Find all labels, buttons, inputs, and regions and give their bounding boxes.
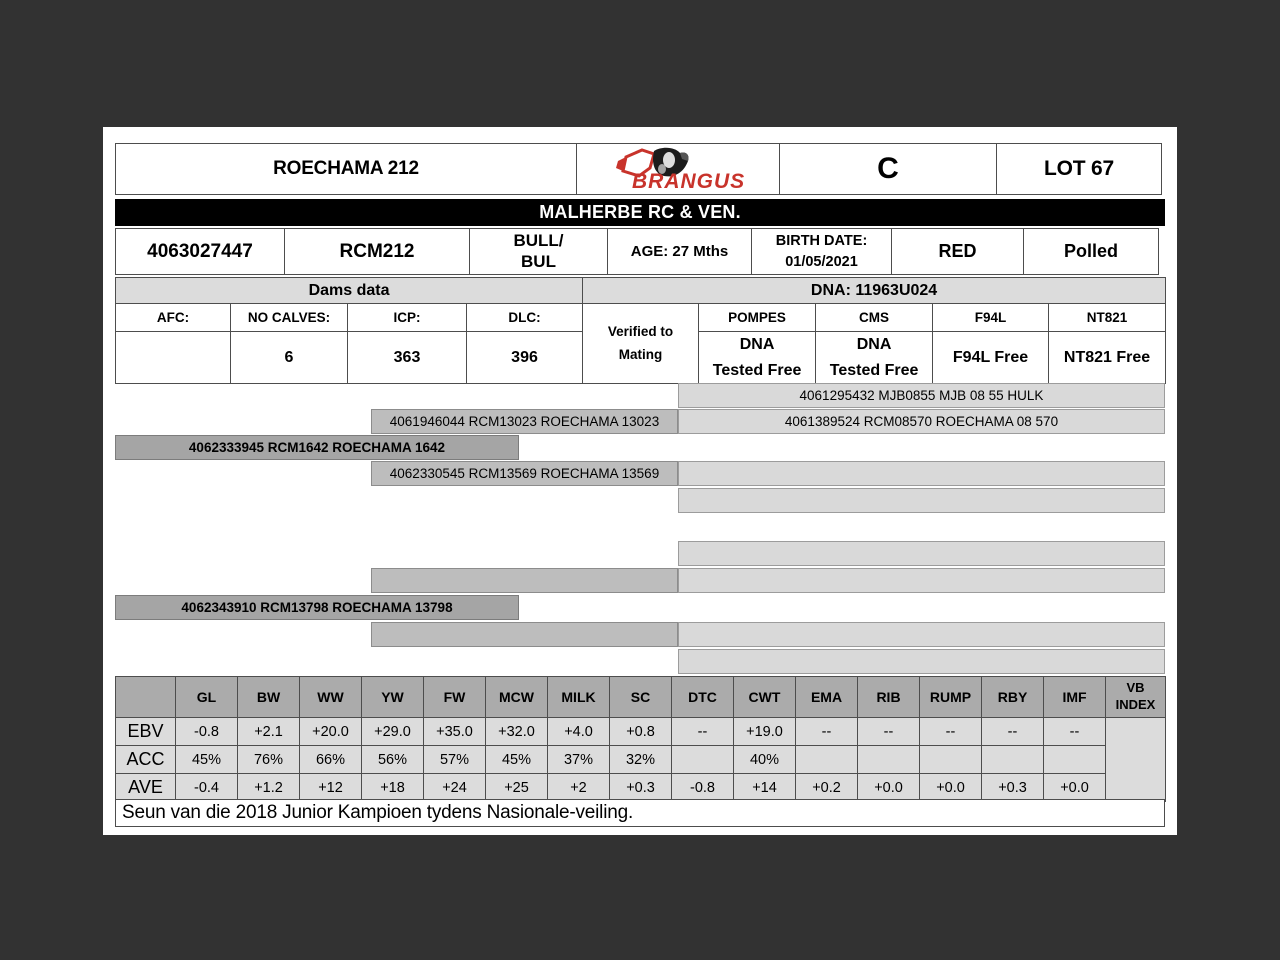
ebv-cell: -- [982, 718, 1044, 746]
acc-cell: 45% [486, 746, 548, 774]
ebv-col-imf: IMF [1044, 677, 1106, 718]
ave-cell: +0.2 [796, 774, 858, 802]
ebv-col-rby: RBY [982, 677, 1044, 718]
verified-to-mating-cell [583, 304, 699, 384]
card-header-row [115, 143, 1165, 195]
acc-cell: 45% [176, 746, 238, 774]
ave-cell: +14 [734, 774, 796, 802]
ebv-col-fw: FW [424, 677, 486, 718]
ebv-col-cwt: CWT [734, 677, 796, 718]
birth-date-value: 01/05/2021 [785, 253, 858, 270]
icp-label: ICP: [348, 304, 467, 332]
ave-cell: +12 [300, 774, 362, 802]
seller-banner: MALHERBE RC & VEN. [115, 199, 1165, 226]
dna-header: DNA: 11963U024 [583, 278, 1166, 304]
no-calves-value: 6 [231, 332, 348, 384]
verified-line2: Mating [618, 346, 663, 362]
ebv-cell: -- [796, 718, 858, 746]
ebv-col-ww: WW [300, 677, 362, 718]
dlc-value: 396 [467, 332, 583, 384]
cms-result-line1: DNA [856, 336, 892, 353]
ave-row-label: AVE [116, 774, 176, 802]
ave-cell: +0.3 [610, 774, 672, 802]
afc-label: AFC: [116, 304, 231, 332]
acc-cell: 40% [734, 746, 796, 774]
acc-cell: 76% [238, 746, 300, 774]
acc-cell [920, 746, 982, 774]
ebv-col-mcw: MCW [486, 677, 548, 718]
birth-date-label: BIRTH DATE: [775, 233, 868, 250]
ebv-corner-cell [116, 677, 176, 718]
ebv-col-sc: SC [610, 677, 672, 718]
ebv-col-bw: BW [238, 677, 300, 718]
sex-cell [469, 228, 608, 275]
acc-cell [672, 746, 734, 774]
test-nt821-label: NT821 [1049, 304, 1166, 332]
test-nt821-result [1049, 332, 1166, 384]
dams-data-header: Dams data [116, 278, 583, 304]
pompes-result-line2: Tested Free [712, 361, 802, 379]
ebv-row-label: EBV [116, 718, 176, 746]
afc-value [116, 332, 231, 384]
test-pompes-result [699, 332, 816, 384]
sex-line2: BUL [521, 251, 556, 271]
sale-card [103, 127, 1177, 835]
animal-name: ROECHAMA 212 [115, 143, 577, 195]
ebv-cell: +35.0 [424, 718, 486, 746]
brangus-logo-icon [592, 145, 764, 193]
acc-cell [1044, 746, 1106, 774]
ebv-cell: +29.0 [362, 718, 424, 746]
pedigree-sire-dam-sire [678, 461, 1165, 486]
pedigree-dam-dam-dam [678, 649, 1165, 674]
acc-cell [796, 746, 858, 774]
ebv-col-rib: RIB [858, 677, 920, 718]
acc-cell [858, 746, 920, 774]
ebv-col-gl: GL [176, 677, 238, 718]
test-f94l-label: F94L [933, 304, 1049, 332]
vb-index-value-cell [1106, 718, 1166, 802]
pedigree-sire-sire: 4061946044 RCM13023 ROECHAMA 13023 [371, 409, 678, 434]
acc-cell: 32% [610, 746, 672, 774]
ebv-cell: +20.0 [300, 718, 362, 746]
ebv-cell: -- [672, 718, 734, 746]
birth-date-cell [751, 228, 892, 275]
ebv-cell: +32.0 [486, 718, 548, 746]
grade-letter: C [779, 143, 997, 195]
test-f94l-result [933, 332, 1049, 384]
ebv-cell: -- [858, 718, 920, 746]
pedigree-dam: 4062343910 RCM13798 ROECHAMA 13798 [115, 595, 519, 620]
ave-cell: +1.2 [238, 774, 300, 802]
acc-cell: 57% [424, 746, 486, 774]
acc-row-label: ACC [116, 746, 176, 774]
ebv-cell: -0.8 [176, 718, 238, 746]
dams-dna-table [115, 277, 1166, 384]
lot-number: LOT 67 [996, 143, 1162, 195]
sex-line1: BULL/ [513, 231, 564, 251]
ave-cell: +0.0 [858, 774, 920, 802]
ebv-col-vb-index [1106, 677, 1166, 718]
ebv-cell: +19.0 [734, 718, 796, 746]
test-cms-label: CMS [816, 304, 933, 332]
cms-result-line2: Tested Free [829, 361, 919, 379]
ebv-cell: +2.1 [238, 718, 300, 746]
ebv-cell: -- [1044, 718, 1106, 746]
ave-cell: +25 [486, 774, 548, 802]
ebv-cell: -- [920, 718, 982, 746]
pedigree-sire-sire-sire: 4061295432 MJB0855 MJB 08 55 HULK [678, 383, 1165, 408]
ave-cell: -0.8 [672, 774, 734, 802]
animal-id: 4063027447 [115, 228, 285, 275]
acc-cell [982, 746, 1044, 774]
pompes-result-line1: DNA [739, 336, 775, 353]
pedigree-dam-sire-dam [678, 568, 1165, 593]
pedigree-sire: 4062333945 RCM1642 ROECHAMA 1642 [115, 435, 519, 460]
sale-note: Seun van die 2018 Junior Kampioen tydens Nasionale-veiling. [115, 799, 1165, 827]
pedigree-sire-sire-dam: 4061389524 RCM08570 ROECHAMA 08 570 [678, 409, 1165, 434]
test-cms-result [816, 332, 933, 384]
ebv-col-dtc: DTC [672, 677, 734, 718]
icp-value: 363 [348, 332, 467, 384]
ave-cell: +2 [548, 774, 610, 802]
pedigree-sire-dam: 4062330545 RCM13569 ROECHAMA 13569 [371, 461, 678, 486]
poll-status-cell: Polled [1023, 228, 1159, 275]
age-cell: AGE: 27 Mths [607, 228, 752, 275]
pedigree-sire-dam-dam [678, 488, 1165, 513]
breed-logo-cell [576, 143, 780, 195]
ave-cell: +0.0 [1044, 774, 1106, 802]
acc-cell: 66% [300, 746, 362, 774]
ebv-table [115, 676, 1166, 802]
ebv-col-rump: RUMP [920, 677, 982, 718]
pedigree-dam-sire-sire [678, 541, 1165, 566]
ave-cell: +24 [424, 774, 486, 802]
ebv-cell: +4.0 [548, 718, 610, 746]
ave-cell: -0.4 [176, 774, 238, 802]
pedigree-dam-dam-sire [678, 622, 1165, 647]
pedigree-dam-sire [371, 568, 678, 593]
ave-cell: +0.0 [920, 774, 982, 802]
ave-cell: +18 [362, 774, 424, 802]
no-calves-label: NO CALVES: [231, 304, 348, 332]
animal-info-row [115, 228, 1165, 275]
vb-index-line2: INDEX [1115, 697, 1156, 712]
dlc-label: DLC: [467, 304, 583, 332]
ebv-cell: +0.8 [610, 718, 672, 746]
acc-cell: 56% [362, 746, 424, 774]
ave-cell: +0.3 [982, 774, 1044, 802]
ebv-col-yw: YW [362, 677, 424, 718]
nt821-result-line1: NT821 Free [1063, 348, 1151, 366]
ebv-col-milk: MILK [548, 677, 610, 718]
brangus-logo-text: BRANGUS [632, 170, 746, 193]
colour-cell: RED [891, 228, 1024, 275]
f94l-result-line1: F94L Free [952, 348, 1029, 366]
pedigree-dam-dam [371, 622, 678, 647]
herd-mark: RCM212 [284, 228, 470, 275]
ebv-col-ema: EMA [796, 677, 858, 718]
test-pompes-label: POMPES [699, 304, 816, 332]
acc-cell: 37% [548, 746, 610, 774]
verified-line1: Verified to [607, 323, 674, 339]
vb-index-line1: VB [1126, 680, 1145, 696]
